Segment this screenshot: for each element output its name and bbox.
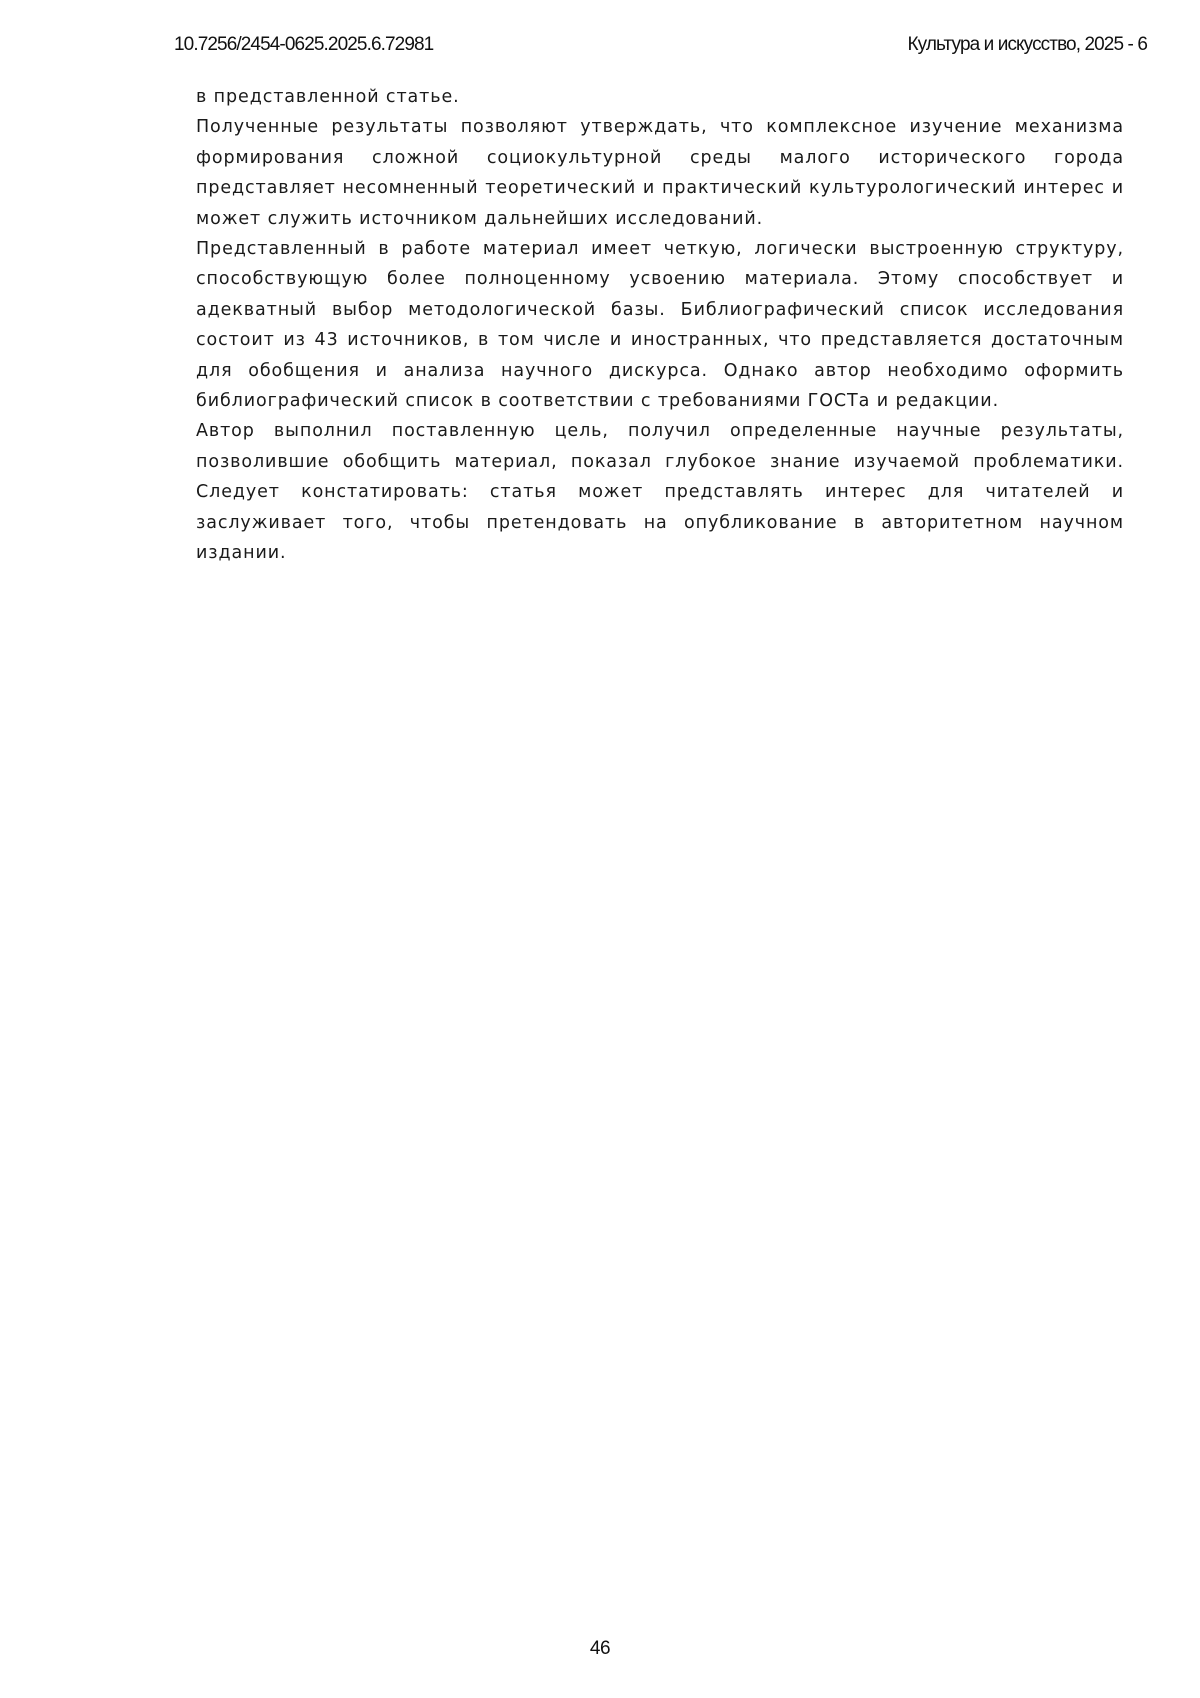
page-number: 46 bbox=[589, 1638, 611, 1659]
body-paragraph: Полученные результаты позволяют утверждать, что комплексное изучение механизма формирования сложной социокультурной среды малого исторического города представляет несомненный теоретический и практический культурологический интерес и может служить источником дальнейших исследований. bbox=[196, 117, 1124, 229]
running-header bbox=[174, 34, 1147, 62]
article-body bbox=[196, 82, 1124, 569]
body-paragraph: Автор выполнил поставленную цель, получил определенные научные результаты, позволившие обобщить материал, показал глубокое знание изучаемой проблематики. Следует констатировать: статья может представлять интерес для читателей и заслуживает того, чтобы претендовать на опубликование в авторитетном научном издании. bbox=[196, 421, 1124, 564]
body-paragraph: в представленной статье. bbox=[196, 87, 460, 107]
journal-issue-title: Культура и искусство, 2025 - 6 bbox=[907, 34, 1147, 55]
doi-identifier: 10.7256/2454-0625.2025.6.72981 bbox=[174, 34, 434, 55]
body-paragraph: Представленный в работе материал имеет четкую, логически выстроенную структуру, способствующую более полноценному усвоению материала. Этому способствует и адекватный выбор методологической базы. Библиографический список исследования состоит из 43 источников, в том числе и иностранных, что представляется достаточным для обобщения и анализа научного дискурса. Однако автор необходимо оформить библиографический список в соответствии с требованиями ГОСТа и редакции. bbox=[196, 239, 1124, 412]
